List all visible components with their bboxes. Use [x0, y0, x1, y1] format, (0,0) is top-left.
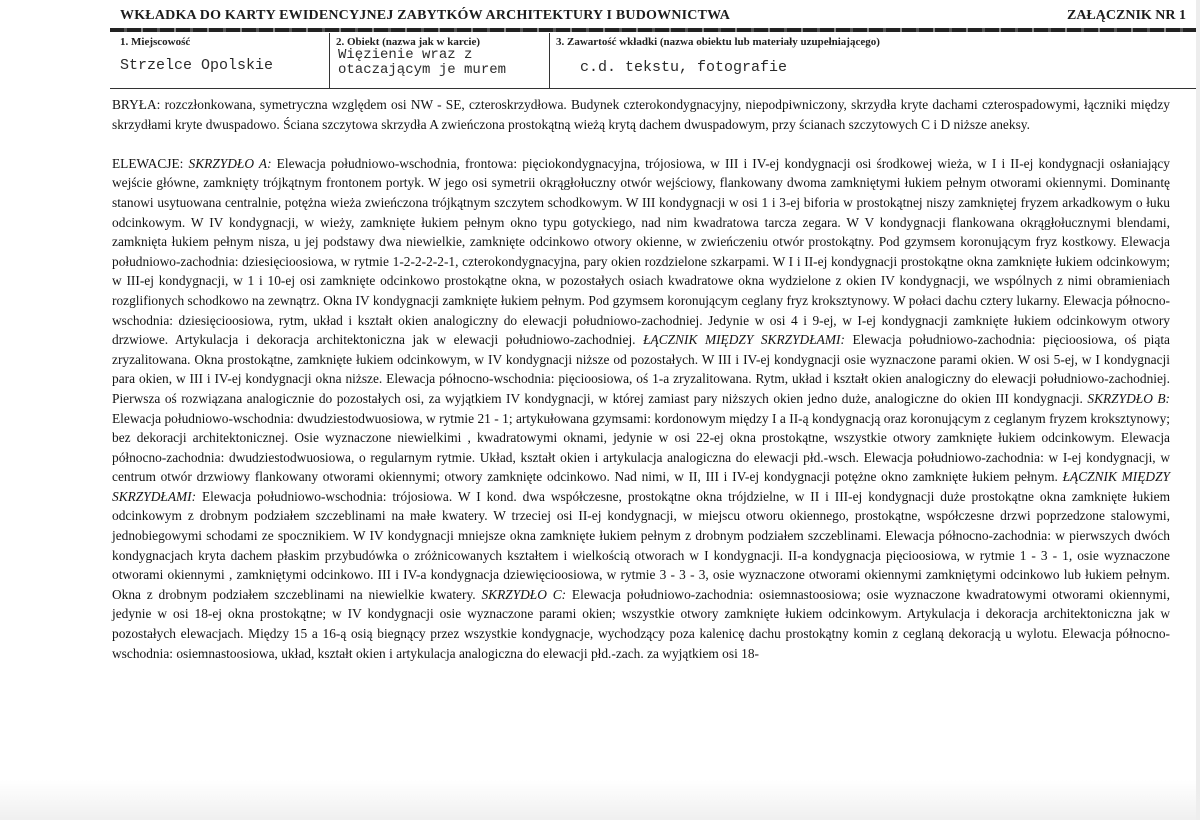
document-body	[112, 95, 1170, 663]
paragraph-elewacje	[112, 154, 1170, 663]
object-field-value: Więzienie wraz z otaczającym je murem	[338, 47, 507, 78]
contents-field	[550, 33, 1200, 88]
object-field-label: 2. Obiekt (nazwa jak w karcie)	[336, 36, 481, 48]
section-text-skrzydlo-b: Elewacja południowo-wschodnia: dwudziestodwuosiowa, w rytmie 21 - 1; artykułowana gzymsami: kordonowym między I a II-ą kondygnacją oraz koronującym z ceglanym fryzem kroksztynowy; bez dekoracji architektonicznej. Osie wyznaczone niewielkimi , kwadratowymi oknami, jedynie w osi 22-ej okna prostokątne, wszystkie otwory zamknięte łukiem odcinkowym. Elewacja północno-zachodnia: dwudziestodwuosiowa, o regularnym rytmie. Układ, kształt okien i artykulacja analogiczna do elewacji płd.-wsch. Elewacja południowo-zachodnia: w I-ej kondygnacji, w centrum otwór drzwiowy flankowany otworami okiennymi; otwory zamknięte odcinkowo. Nad nimi, w II, III i IV-ej kondygnacji potężne okno zamknięte łukiem pełnym.	[112, 410, 1170, 485]
section-heading-skrzydlo-c: SKRZYDŁO C:	[481, 586, 567, 602]
section-heading-skrzydlo-b: SKRZYDŁO B:	[1087, 390, 1170, 406]
section-heading-lacznik-1: ŁĄCZNIK MIĘDZY SKRZYDŁAMI:	[643, 332, 845, 348]
section-text-skrzydlo-a: Elewacja południowo-wschodnia, frontowa: pięciokondygnacyjna, trójosiowa, w III i IV-ej kondygnacji osi środkowej wieża, w I i II-ej kondygnacji osłaniający wejście główne, zamknięty trójkątnym frontonem portyk. W jego osi symetrii okrągłołuczny otwór wejściowy, flankowany dwoma zamkniętymi łukiem pełnym otworami okiennymi. Dominantę stanowi usytuowana centralnie, potężna wieża zwieńczona trójkątnym szczytem schodkowym. W III kondygnacji w osi 1 i 3-ej biforia w prostokątnej niszy zamkniętej fryzem arkadkowym o łuku odcinkowym. W IV kondygnacji, w wieży, zamknięte łukiem pełnym okno typu gotyckiego, nad nim kwadratowa tarcza zegara. W V kondygnacji flankowana okrągłołucznymi blendami, zamknięta łukiem pełnym nisza, u jej podstawy dwa niewielkie, zamknięte odcinkowo otwory okienne, w zwieńczeniu otwór prostokątny. Pod gzymsem koronującym fryz kostkowy. Elewacja południowo-zachodnia: dziesięcioosiowa, w rytmie 1-2-2-2-2-1, czterokondygnacyjna, pary okien rozdzielone szkarpami. W I i II-ej kondygnacji prostokątne okna zamknięte łukiem odcinkowym; w III-ej kondygnacji, w 1 i 10-ej osi zamknięte odcinkowo prostokątne okna, w pozostałych osiach kwadratowe okna wydzielone z okien IV kondygnacji, we wspólnych z nimi obramieniach rozglifionych schodkowo na zewnątrz. Okna IV kondygnacji zamknięte łukiem pełnym. Pod gzymsem koronującym ceglany fryz kroksztynowy. W połaci dachu cztery lukarny. Elewacja północno-wschodnia: dziesięcioosiowa, rytm, układ i kształt okien analogiczny do elewacji południowo-zachodniej. Jedynie w osi 4 i 9-ej, w I-ej kondygnacji zamknięte łukiem odcinkowym otwory drzwiowe. Artykulacja i dekoracja architektoniczna jak w elewacji południowo-zachodniej.	[112, 155, 1170, 348]
section-text-lacznik-2: Elewacja południowo-wschodnia: trójosiowa. W I kond. dwa współczesne, prostokątne okna trójdzielne, w II i III-ej kondygnacji duże prostokątne okna zamknięte łukiem odcinkowym z drobnym podziałem szczeblinami na małe kwatery. W trzeciej osi II-ej kondygnacji, w miejscu otworu okiennego, prostokątne, współczesne drzwi poprzedzone stalowymi, jednobiegowymi schodami ze spocznikiem. W IV kondygnacji mniejsze okna zamknięte łukiem pełnym z drobnym podziałem szczeblinami. Elewacja północno-zachodnia: w pierwszych dwóch kondygnacjach kryta dachem płaskim przybudówka o zróżnicowanych kształtem i wielkością otworach w I kondygnacji. II-a kondygnacja pięcioosiowa, w rytmie 1 - 3 - 1, osie wyznaczone otworami okiennymi , zamkniętymi odcinkowo. III i IV-a kondygnacja dziewięcioosiowa, w rytmie 3 - 3 - 3, osie wyznaczone otworami okiennymi zamkniętymi odcinkowo lub łukiem pełnym. Okna z drobnym podziałem szczeblinami na niewielkie kwatery.	[112, 488, 1170, 602]
form-title: WKŁADKA DO KARTY EWIDENCYJNEJ ZABYTKÓW ARCHITEKTURY I BUDOWNICTWA	[120, 8, 731, 23]
place-field-label: 1. Miejscowość	[120, 36, 191, 48]
section-heading-lacznik-2: ŁĄCZNIK MIĘDZY SKRZYDŁAMI:	[112, 469, 1170, 504]
section-text-lacznik-1: Elewacja południowo-zachodnia: pięcioosiowa, oś piąta zryzalitowana. Okna prostokątne, zamknięte łukiem odcinkowym, w IV kondygnacji niższe od pozostałych. W III i IV-ej kondygnacji osie wyznaczone parami okien. W osi 5-ej, w I kondygnacji para okien, w III i IV-ej kondygnacji okna niższe. Elewacja północno-wschodnia: pięcioosiowa, oś 1-a zryzalitowana. Rytm, układ i kształt okien analogiczny do elewacji południowo-zachodniej. Pierwsza oś rozwiązana analogicznie do pozostałych osi, za wyjątkiem IV kondygnacji, w której zamiast pary niższych okien jedno duże, analogiczne do okien III kondygnacji.	[112, 332, 1171, 406]
page-edge	[1196, 0, 1200, 820]
annex-number: ZAŁĄCZNIK NR 1	[1066, 8, 1186, 23]
place-field	[110, 33, 330, 88]
header-rule	[110, 28, 1200, 32]
section-heading-skrzydlo-a: SKRZYDŁO A:	[188, 155, 272, 171]
paragraph-bryla: BRYŁA: rozczłonkowana, symetryczna względem osi NW - SE, czteroskrzydłowa. Budynek czterokondygnacyjny, niepodpiwniczony, skrzydła kryte dachami czterospadowymi, łączniki między skrzydłami kryte dwuspadowo. Ściana szczytowa skrzydła A zwieńczona prostokątną wieżą krytą dachem dwuspadowym, przy ścianach szczytowych C i D niższe aneksy.	[112, 97, 1170, 132]
page-bottom-shadow	[0, 780, 1200, 820]
object-field	[330, 33, 550, 88]
place-field-value: Strzelce Opolskie	[120, 57, 274, 74]
form-fields-row	[110, 33, 1200, 89]
contents-field-label: 3. Zawartość wkładki (nazwa obiektu lub materiały uzupełniającego)	[556, 36, 880, 48]
elewacje-lead: ELEWACJE:	[112, 155, 189, 171]
section-text-skrzydlo-c: Elewacja południowo-zachodnia: osiemnastoosiowa; osie wyznaczone kwadratowymi otworami okiennymi, jedynie w osi 18-ej okna prostokątne; w IV kondygnacji osie wyznaczone parami okien; wszystkie otwory zamknięte łukiem odcinkowym. Artykulacja i dekoracja architektoniczna jak w pozostałych elewacjach. Między 15 a 16-ą osią biegnący przez wszystkie kondygnacje, wychodzący poza kalenicę dachu prostokątny komin z ceglaną dekoracją u wylotu. Elewacja północno-wschodnia: osiemnastoosiowa, układ, kształt okien i artykulacja analogiczna do elewacji płd.-zach. za wyjątkiem osi 18-	[112, 586, 1170, 661]
contents-field-value: c.d. tekstu, fotografie	[580, 59, 788, 76]
